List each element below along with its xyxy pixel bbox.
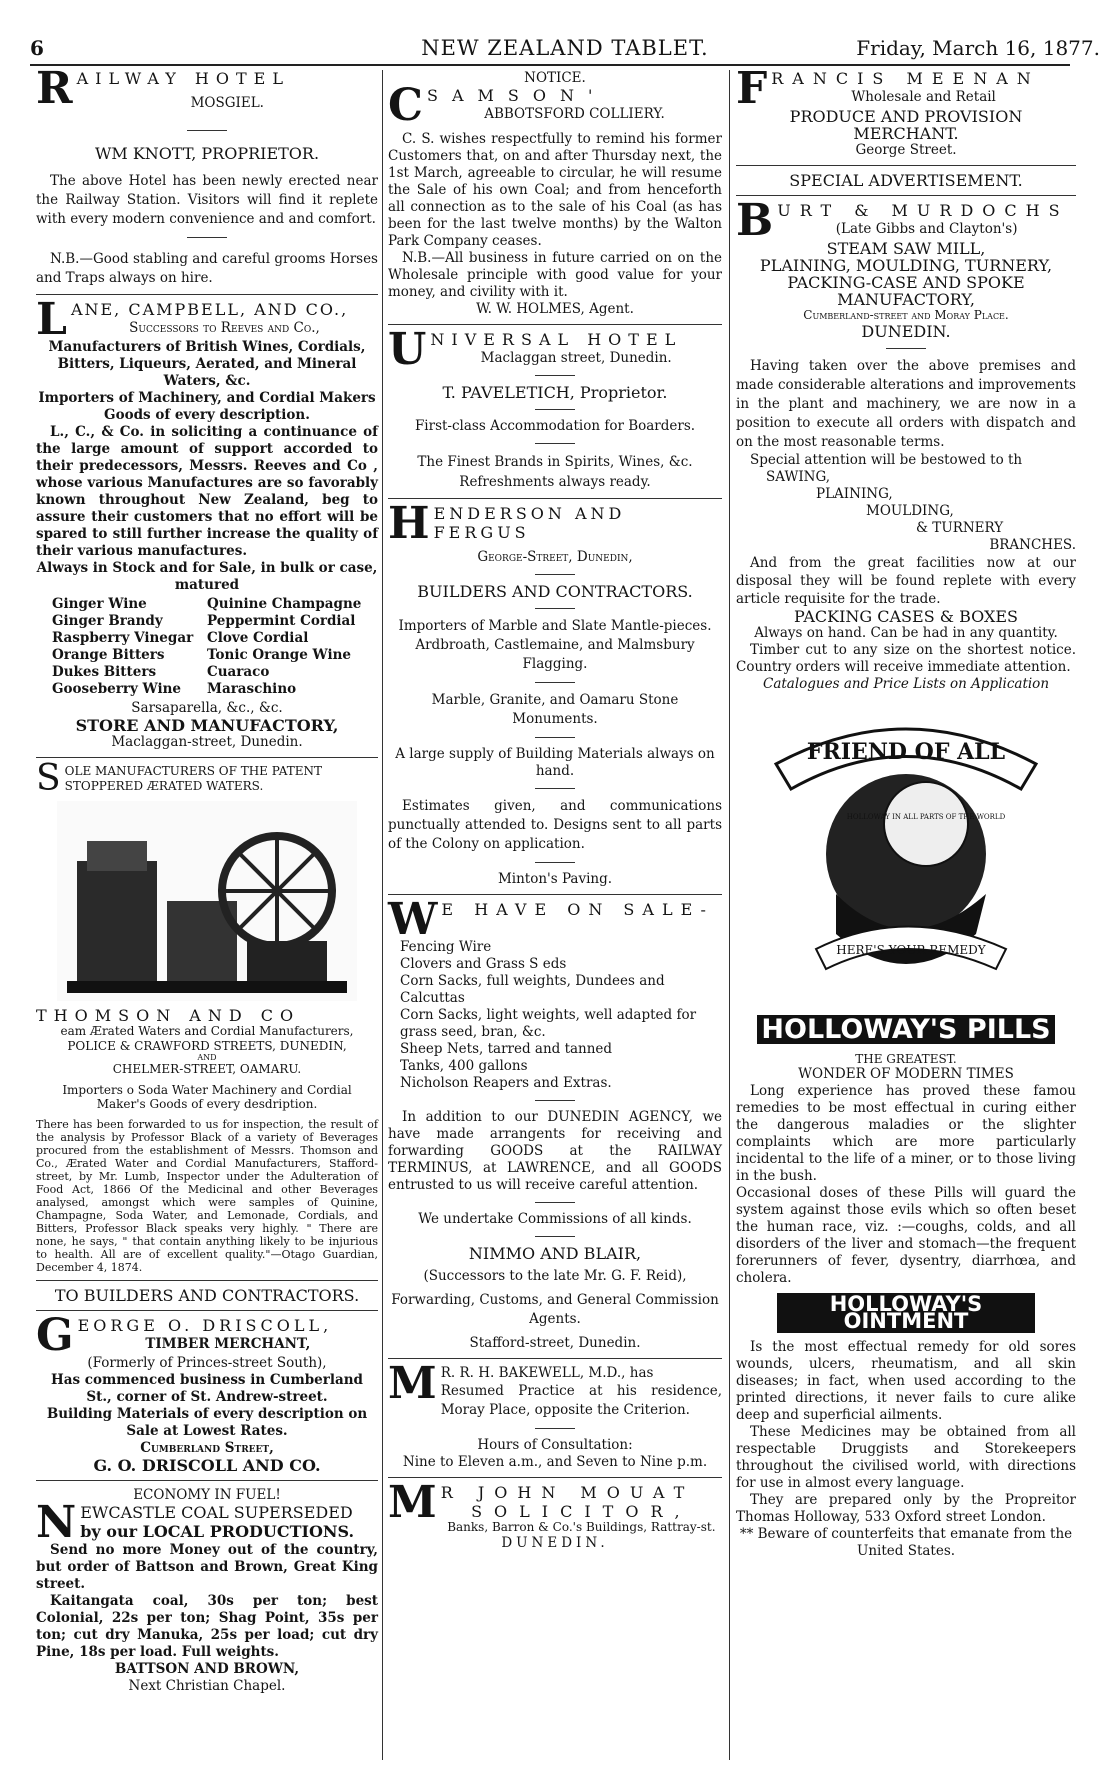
column-1 (36, 63, 378, 1695)
section-rule (388, 894, 722, 895)
ad-line: (Successors to the late Mr. G. F. Reid), (423, 1268, 687, 1284)
divider (535, 443, 575, 444)
ad-line: Importers o Soda Water Machinery and Cordial Maker's Goods of every desdription. (62, 1082, 352, 1111)
ad-store: STORE AND MANUFACTORY, (75, 716, 339, 735)
ad-line: A large supply of Building Materials always on hand. (395, 746, 715, 779)
mouat-ad (388, 1477, 722, 1552)
list-item: Corn Sacks, light weights, well adapted for grass seed, bran, &c. (400, 1007, 697, 1040)
holloway-ad (736, 699, 1076, 1561)
divider (535, 608, 575, 609)
ad-body: Occasional doses of these Pills will guard the system against those evils which so often beset the human race, viz. :—coughs, colds, and all disorders of the liver and stomach—the frequent forerunners of fever, dysentry, diarrhœa, and cholera. (736, 1185, 1076, 1286)
section-rule (36, 294, 378, 295)
drop-cap: L (36, 294, 67, 345)
drop-cap: M (388, 1358, 437, 1409)
driscoll-ad (36, 1309, 378, 1475)
burt-murdoch-ad (736, 195, 1076, 693)
ad-body: Resumed Practice at his residence, Moray Place, opposite the Criterion. (440, 1383, 722, 1418)
ad-title: SAMSON' (427, 86, 607, 105)
ad-title: R JOHN MOUAT (440, 1483, 695, 1502)
divider (187, 237, 227, 238)
list-item: Clovers and Grass S eds (400, 956, 567, 972)
list-item: & TURNERY (916, 519, 1004, 536)
ad-line: Hours of Consultation: (477, 1437, 633, 1453)
ointment-banner: HOLLOWAY'S OINTMENT (777, 1293, 1035, 1333)
thomson-ad (36, 1007, 378, 1274)
list-item: PLAINING, (816, 485, 893, 502)
ad-title: R. R. H. BAKEWELL, M.D., has (440, 1365, 654, 1381)
ad-title: AILWAY HOTEL (76, 69, 290, 88)
drop-cap: B (736, 195, 774, 246)
issue-date: Friday, March 16, 1877. (856, 36, 1100, 60)
drop-cap: M (388, 1477, 437, 1528)
list-item: SAWING, (766, 468, 831, 485)
ad-line: CHELMER-STREET, OAMARU. (112, 1062, 302, 1076)
ad-line: PLAINING, MOULDING, TURNERY, (759, 256, 1053, 275)
ribbon-text: HERE'S YOUR REMEDY (836, 942, 986, 957)
product-row: Raspberry Vinegar Clove Cordial (52, 630, 309, 646)
ad-body: They are prepared only by the Propreitor Thomas Holloway, 533 Oxford street London. (736, 1492, 1076, 1525)
column-rule-2 (729, 70, 730, 1760)
divider (535, 682, 575, 683)
list-item: Tanks, 400 gallons (400, 1058, 528, 1074)
ad-line: Manufacturers of British Wines, Cordials, Bitters, Liqueurs, Aerated, and Mineral Waters, &c. (48, 339, 366, 389)
meenan-ad (736, 63, 1076, 159)
list-item: Fencing Wire (400, 939, 492, 955)
ad-body: Long experience has proved these famou remedies to be most effectual in curing either the dangerous maladies or the slighter complaints which are more particularly incidental to the life of a miner, or to those living in the bush. (736, 1083, 1076, 1184)
drop-cap: S (36, 758, 61, 799)
ad-line: STEAM SAW MILL, (826, 239, 986, 258)
divider (535, 409, 575, 410)
ad-line: (Formerly of Princes-street South), (87, 1354, 327, 1371)
ad-name: BATTSON AND BROWN, (114, 1660, 300, 1677)
divider (886, 348, 926, 349)
ad-warning: ** Beware of counterfeits that emanate from the United States. (739, 1526, 1073, 1559)
ad-heading: WONDER OF MODERN TIMES (798, 1066, 1014, 1082)
ad-note: N.B.—Good stabling and careful grooms Horses and Traps always on hire. (36, 251, 378, 286)
ad-line: Special attention will be bestowed to th (750, 451, 1023, 468)
ad-body: There has been forwarded to us for inspection, the result of the analysis by Professor Black of a variety of Beverages procured from the establishment of Messrs. Thomson and Co., Ærated Water and Cordial Manufacturers, Stafford-street, by Mr. Lumb, Inspector under the Adulteration of Food Act, 1866 Of the Medicinal and other Beverages analysed, amongst which were samples of Quinine, Champagne, Soda Water, and Lemonade, Cordials, and Bitters, Professor Black speaks very highly. " There are none, he says, " that contain anything likely to be injurious to health. All are of excellent quality."—Otago Guardian, December 4, 1874. (36, 1117, 378, 1274)
divider (535, 788, 575, 789)
ad-line: Importers of Marble and Slate Mantle-pieces. Ardbroath, Castlemaine, and Malmsbury Flagging. (398, 618, 712, 672)
product-list (52, 596, 362, 698)
ad-title: THOMSON AND CO (36, 1006, 301, 1025)
ad-line: MANUFACTORY, (837, 290, 975, 309)
builders-heading: TO BUILDERS AND CONTRACTORS. (54, 1285, 360, 1305)
special-heading: SPECIAL ADVERTISEMENT. (789, 171, 1023, 190)
divider (187, 130, 227, 131)
section-rule (388, 1358, 722, 1359)
ad-title: NIVERSAL HOTEL (430, 330, 683, 349)
drop-cap: N (36, 1496, 77, 1548)
ad-line: Catalogues and Price Lists on Application (762, 675, 1050, 692)
ad-trade: BUILDERS AND CONTRACTORS. (417, 582, 693, 601)
samson-notice (388, 70, 722, 318)
ad-name: NIMMO AND BLAIR, (468, 1244, 642, 1263)
ad-line: (Late Gibbs and Clayton's) (835, 221, 1018, 237)
column-2 (388, 70, 722, 1552)
masthead (30, 36, 1100, 66)
divider (535, 574, 575, 575)
list-item: Nicholson Reapers and Extras. (400, 1075, 612, 1091)
drop-cap: G (36, 1309, 74, 1361)
ad-address: Maclaggan-street, Dunedin. (111, 734, 303, 750)
product-row: Ginger Brandy Peppermint Cordial (52, 613, 356, 629)
drop-cap: F (736, 63, 768, 114)
page-number: 6 (30, 36, 44, 60)
ad-city: DUNEDIN. (861, 321, 951, 341)
ad-line: The Finest Brands in Spirits, Wines, &c. Refreshments always ready. (417, 454, 693, 490)
ad-line: Importers of Machinery, and Cordial Makers Goods of every description. (38, 390, 376, 423)
ad-signature: W. W. HOLMES, Agent. (476, 301, 634, 317)
ad-body: The above Hotel has been newly erected near the Railway Station. Visitors will find it replete with every modern convenience and and comfort. (36, 173, 378, 227)
ad-body: C. S. wishes respectfully to remind his former Customers that, on and after Thursday next, the 1st March, agreeable to circular, he will resume the Sale of his own Coal; and from henceforth all connection as to the sale of his Coal (as has been for the last twelve months) by the Walton Park Company ceases. (388, 131, 722, 249)
ad-street: Cumberland Street, (140, 1439, 274, 1456)
drop-cap: W (388, 894, 438, 945)
newspaper-title: NEW ZEALAND TABLET. (421, 36, 709, 60)
coal-ad (36, 1487, 378, 1695)
ad-body: Building Materials of every description on Sale at Lowest Rates. (46, 1405, 368, 1439)
ad-line: Estimates given, and communications punctually attended to. Designs sent to all parts of the Colony on application. (388, 798, 722, 852)
ad-city: DUNEDIN. (501, 1534, 609, 1551)
ad-address: George-Street, Dunedin, (477, 549, 633, 565)
divider (535, 737, 575, 738)
stock-line: Always in Stock and for Sale, in bulk or case, matured (36, 560, 378, 593)
universal-hotel-ad (388, 324, 722, 492)
section-rule (36, 1310, 378, 1311)
ad-line: THE GREATEST. (855, 1051, 957, 1066)
ad-body: In addition to our DUNEDIN AGENCY, we have made arrangents for receiving and forwarding GOODS at the RAILWAY TERMINUS, at LAWRENCE, and all GOODS entrusted to us will receive careful attention. (388, 1109, 722, 1193)
nimmo-blair-ad (388, 894, 722, 1352)
ad-address: Cumberland-street and Moray Place. (803, 308, 1009, 322)
ad-subtitle: by our LOCAL PRODUCTIONS. (80, 1521, 355, 1541)
ad-body: Has commenced business in Cumberland St., corner of St. Andrew-street. (51, 1371, 363, 1405)
ad-prices: Kaitangata coal, 30s per ton; best Colonial, 22s per ton; Shag Point, 35s per ton; cut dry Manuka, 25s per load; cut dry Pine, 18s per load. Full weights. (36, 1592, 378, 1660)
drop-cap: R (36, 63, 73, 114)
ad-body: Send no more Money out of the country, but order of Battson and Brown, Great King street. (36, 1541, 378, 1592)
product-row: Ginger Wine Quinine Champagne (52, 596, 362, 612)
section-rule (388, 498, 722, 499)
ad-title: EORGE O. DRISCOLL, (77, 1315, 333, 1335)
ad-address: George Street. (855, 142, 957, 158)
holloway-emblem (756, 699, 1056, 1009)
machinery-engraving (57, 801, 357, 1001)
ad-subtitle: Successors to Reeves and Co., (129, 320, 320, 336)
ad-heading: ECONOMY IN FUEL! (133, 1486, 281, 1503)
railway-hotel-ad (36, 63, 378, 288)
henderson-ad (388, 498, 722, 888)
badge-text: FRIEND OF ALL (806, 738, 1006, 765)
ad-name: G. O. DRISCOLL AND CO. (93, 1455, 321, 1475)
ad-line: POLICE & CRAWFORD STREETS, DUNEDIN, (67, 1038, 347, 1053)
product-row: Dukes Bitters Cuaraco (52, 664, 270, 680)
ad-line: Forwarding, Customs, and General Commission Agents. (391, 1292, 719, 1327)
ad-title: EWCASTLE COAL SUPERSEDED (80, 1502, 353, 1522)
ad-line: Minton's Paving. (497, 871, 613, 887)
ad-address: Banks, Barron & Co.'s Buildings, Rattray-st. (447, 1520, 716, 1534)
product-row: Gooseberry Wine Maraschino (52, 681, 297, 697)
ad-subtitle: ABBOTSFORD COLLIERY. (484, 106, 665, 122)
column-rule-1 (382, 70, 383, 1760)
ad-body: And from the great facilities now at our disposal they will be found replete with every article requisite for the trade. (736, 554, 1076, 607)
ad-line: eam Ærated Waters and Cordial Manufacturers, (60, 1024, 354, 1038)
list-item: Corn Sacks, full weights, Dundees and Calcuttas (400, 973, 665, 1006)
sole-manufacturers-ad (36, 758, 378, 1001)
section-rule (388, 324, 722, 325)
ad-line: First-class Accommodation for Boarders. (414, 418, 696, 434)
bakewell-ad (388, 1358, 722, 1471)
ad-title: OLE MANUFACTURERS OF THE PATENT STOPPERED ÆRATED WATERS. (64, 764, 323, 793)
ad-line: Nine to Eleven a.m., and Seven to Nine p.m. (402, 1454, 708, 1470)
ad-line: We undertake Commissions of all kinds. (418, 1211, 692, 1227)
drop-cap: C (388, 80, 424, 131)
lane-campbell-ad (36, 294, 378, 751)
ad-trade: PRODUCE AND PROVISION MERCHANT. (789, 107, 1023, 143)
ad-line: Marble, Granite, and Oamaru Stone Monuments. (431, 692, 679, 727)
ad-line: AND (197, 1053, 217, 1062)
ad-subtitle: Wholesale and Retail (851, 89, 996, 105)
ad-proprietor: T. PAVELETICH, Proprietor. (442, 383, 668, 402)
sale-list (400, 939, 722, 1092)
ad-body: Is the most effectual remedy for old sores wounds, ulcers, rheumatism, and all skin diseases; in fact, when used according to the printed directions, it never fails to cure alike deep and superficial ailments. (736, 1339, 1076, 1423)
product-row: Orange Bitters Tonic Orange Wine (52, 647, 351, 663)
section-rule (736, 165, 1076, 166)
section-rule (36, 757, 378, 758)
drop-cap: H (388, 498, 430, 549)
ad-title: URT & MURDOCHS (777, 201, 1069, 220)
divider (535, 375, 575, 376)
masthead-rule (30, 64, 1070, 66)
section-rule (736, 195, 1076, 196)
ad-body: Having taken over the above premises and made considerable alterations and improvements in the plant and machinery, we are now in a position to execute all orders with dispatch and on the most reasonable terms. (736, 357, 1076, 450)
ad-title: E HAVE ON SALE- (441, 900, 714, 919)
ad-address: Next Christian Chapel. (128, 1677, 286, 1694)
ad-line: PACKING-CASE AND SPOKE (787, 273, 1025, 292)
ad-line: Timber cut to any size on the shortest notice. Country orders will receive immediate attention. (736, 641, 1076, 675)
ad-address: Maclaggan street, Dunedin. (480, 350, 672, 366)
divider (535, 1236, 575, 1237)
list-item: BRANCHES. (989, 536, 1076, 553)
ad-subtitle: SOLICITOR, (471, 1502, 692, 1521)
list-item: MOULDING, (866, 502, 954, 519)
ad-line: Sarsaparella, &c., &c. (131, 700, 283, 716)
ad-body: L., C., & Co. in soliciting a continuance of the large amount of support accorded to their predecessors, Messrs. Reeves and Co , whose various Manufactures are so favorably known throughout New Zealand, beg to assure their customers that no effort will be spared to still further increase the quality of their various manufactures. (36, 424, 378, 559)
pills-banner: HOLLOWAY'S PILLS (757, 1015, 1055, 1044)
ad-title: RANCIS MEENAN (771, 69, 1040, 88)
section-rule (388, 1477, 722, 1478)
ad-place: MOSGIEL. (190, 95, 264, 111)
drop-cap: U (388, 324, 427, 375)
column-3 (736, 63, 1076, 1560)
section-rule (36, 1280, 378, 1281)
ad-title: ENDERSON AND FERGUS (433, 504, 626, 542)
ad-address: Stafford-street, Dunedin. (469, 1335, 641, 1351)
ad-line: PACKING CASES & BOXES (794, 606, 1018, 626)
ad-body: These Medicines may be obtained from all respectable Druggists and Storekeepers throughout the civilised world, with directions for use in almost every language. (736, 1424, 1076, 1491)
ad-proprietor: WM KNOTT, PROPRIETOR. (94, 144, 320, 163)
globe-text: HOLLOWAY IN ALL PARTS OF THE WORLD (846, 812, 1006, 821)
list-item: Sheep Nets, tarred and tanned (400, 1041, 613, 1057)
ad-note: N.B.—All business in future carried on on the Wholesale principle with good value for your money, and civility with it. (388, 250, 722, 300)
divider (535, 862, 575, 863)
ad-subtitle: TIMBER MERCHANT, (145, 1335, 311, 1352)
divider (535, 1202, 575, 1203)
branches-list (736, 469, 1076, 554)
ad-title: ANE, CAMPBELL, AND CO., (70, 300, 349, 319)
ad-line: Always on hand. Can be had in any quantity. (754, 624, 1058, 641)
section-rule (36, 1480, 378, 1481)
divider (535, 1100, 575, 1101)
ad-heading: NOTICE. (524, 70, 586, 86)
divider (535, 1428, 575, 1429)
